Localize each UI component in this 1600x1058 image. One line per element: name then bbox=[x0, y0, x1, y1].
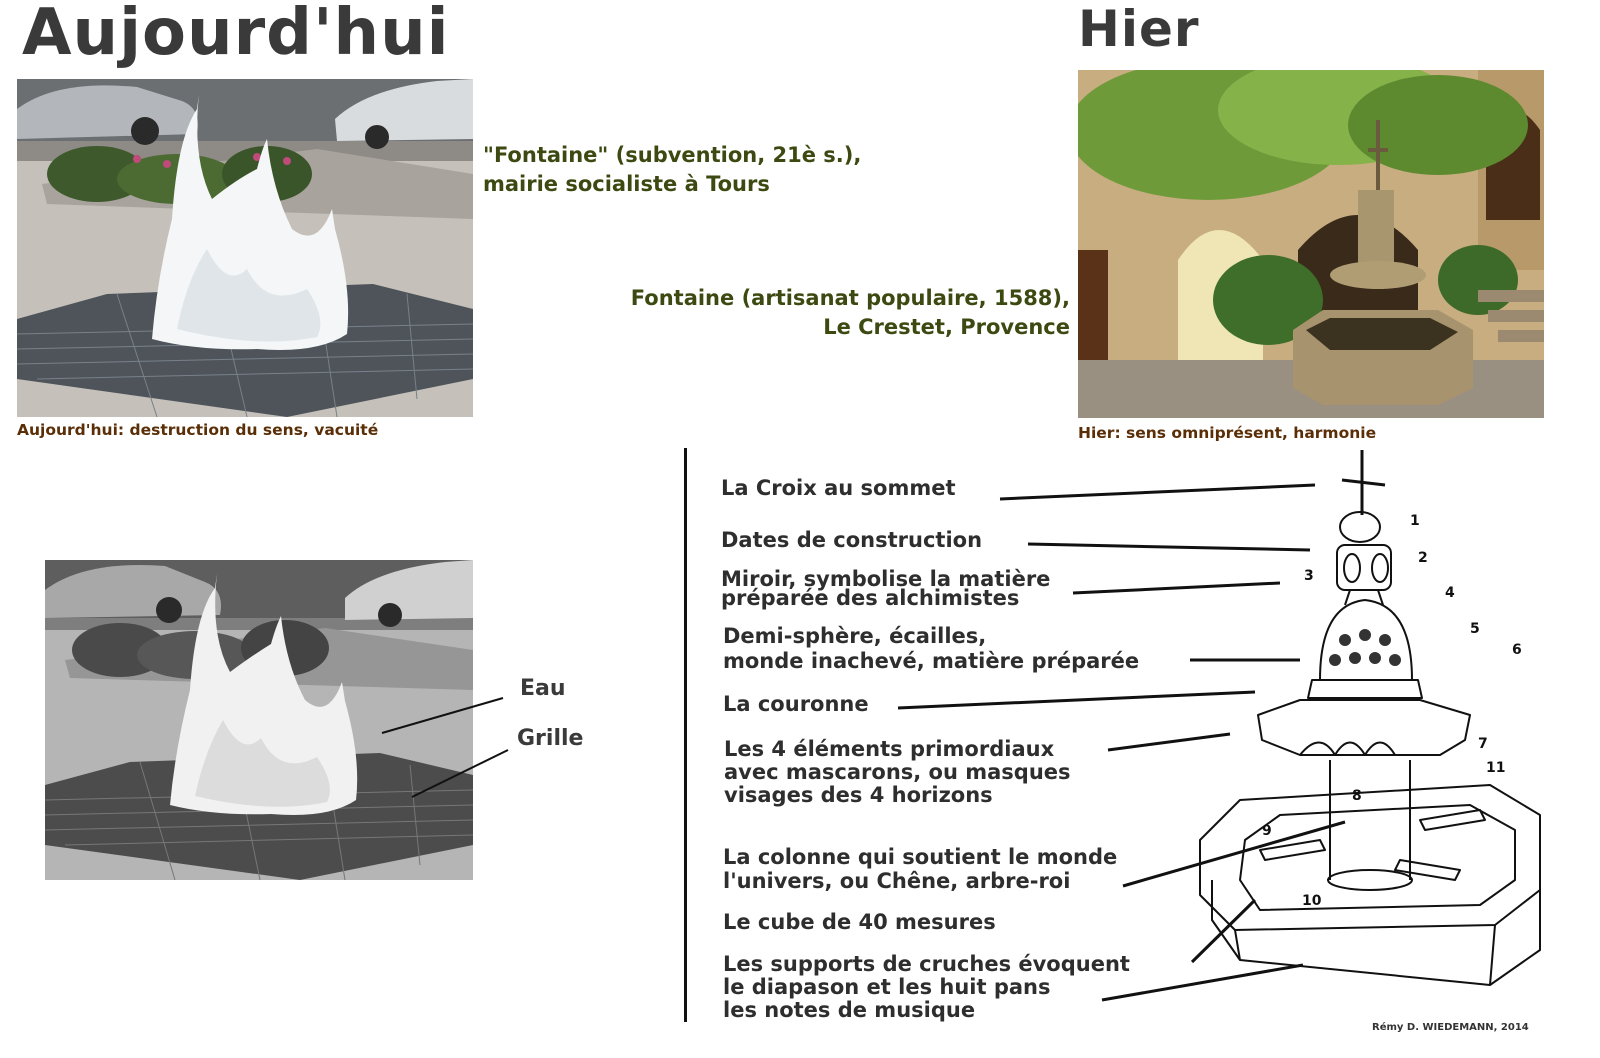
label-crown bbox=[723, 693, 869, 716]
sketch-number-4: 4 bbox=[1445, 585, 1455, 601]
label-column bbox=[723, 845, 1117, 893]
title-today: Aujourd'hui bbox=[22, 0, 450, 70]
old-caption-line-1: Fontaine (artisanat populaire, 1588), bbox=[630, 286, 1070, 310]
label-supports bbox=[723, 953, 1130, 1022]
label-column-line-2: l'univers, ou Chêne, arbre-roi bbox=[723, 869, 1071, 893]
modern-caption-line-2: mairie socialiste à Tours bbox=[483, 172, 770, 196]
label-supports-line-2: le diapason et les huit pans bbox=[723, 975, 1051, 999]
sketch-number-5: 5 bbox=[1470, 621, 1480, 637]
label-crown-line-1: La couronne bbox=[723, 692, 869, 716]
label-dates bbox=[721, 529, 982, 552]
label-supports-line-3: les notes de musique bbox=[723, 998, 976, 1022]
sketch-number-1: 1 bbox=[1410, 513, 1420, 529]
label-elements-line-1: Les 4 éléments primordiaux bbox=[724, 737, 1055, 761]
label-cube-line-1: Le cube de 40 mesures bbox=[723, 910, 996, 934]
old-caption-line-2: Le Crestet, Provence bbox=[823, 315, 1070, 339]
sketch-number-6: 6 bbox=[1512, 642, 1522, 658]
label-mirror-line-2: préparée des alchimistes bbox=[721, 586, 1020, 610]
author-credit: Rémy D. WIEDEMANN, 2014 bbox=[1372, 1022, 1529, 1033]
old-subcaption: Hier: sens omniprésent, harmonie bbox=[1078, 424, 1377, 442]
label-dates-line-1: Dates de construction bbox=[721, 528, 983, 552]
label-cross-line-1: La Croix au sommet bbox=[721, 476, 956, 500]
label-elements-line-2: avec mascarons, ou masques bbox=[724, 760, 1071, 784]
sketch-number-7: 7 bbox=[1478, 736, 1488, 752]
label-half-sphere-line-1: Demi-sphère, écailles, bbox=[723, 624, 987, 648]
label-column-line-1: La colonne qui soutient le monde bbox=[723, 845, 1118, 869]
sketch-number-11: 11 bbox=[1486, 760, 1506, 776]
label-cube bbox=[723, 911, 996, 934]
sketch-number-3: 3 bbox=[1304, 568, 1314, 584]
label-mirror-line-1: Miroir, symbolise la matière bbox=[721, 567, 1051, 591]
label-elements-line-3: visages des 4 horizons bbox=[724, 783, 993, 807]
label-half-sphere-line-2: monde inachevé, matière préparée bbox=[723, 649, 1140, 673]
label-half-sphere bbox=[723, 624, 1139, 674]
label-cross bbox=[721, 477, 956, 500]
sketch-number-8: 8 bbox=[1352, 788, 1362, 804]
modern-subcaption: Aujourd'hui: destruction du sens, vacuité bbox=[17, 421, 379, 439]
label-supports-line-1: Les supports de cruches évoquent bbox=[723, 952, 1130, 976]
title-yesterday: Hier bbox=[1078, 0, 1200, 58]
sketch-number-10: 10 bbox=[1302, 893, 1322, 909]
modern-caption-line-1: "Fontaine" (subvention, 21è s.), bbox=[483, 143, 862, 167]
water-label: Eau bbox=[520, 676, 566, 701]
label-elements bbox=[724, 738, 1071, 807]
grate-label: Grille bbox=[517, 726, 584, 751]
label-mirror bbox=[721, 567, 1051, 610]
sketch-number-9: 9 bbox=[1262, 823, 1272, 839]
sketch-number-2: 2 bbox=[1418, 550, 1428, 566]
